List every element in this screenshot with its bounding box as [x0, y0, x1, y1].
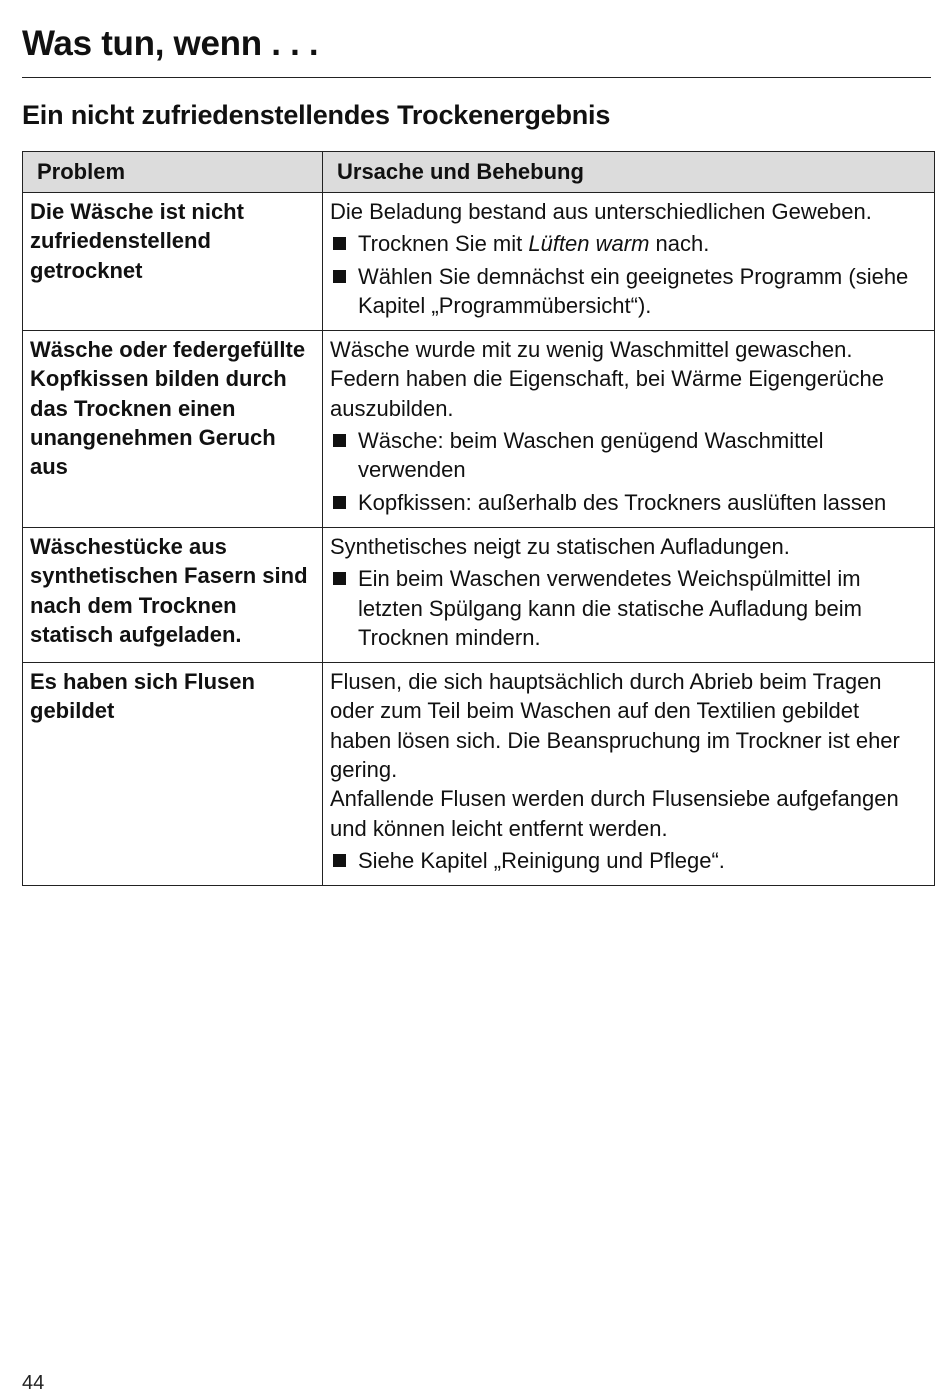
- problem-cell: Die Wäsche ist nicht zufriedenstellend getrocknet: [23, 193, 323, 331]
- page-number: 44: [22, 1372, 45, 1394]
- cause-text: Synthetisches neigt zu statischen Aufladungen.: [330, 533, 790, 559]
- remedy-list: [330, 426, 926, 517]
- cause-cell: [323, 193, 935, 331]
- square-bullet-icon: [333, 572, 346, 585]
- table-row: [23, 663, 935, 886]
- column-header-cause: Ursache und Behebung: [323, 152, 935, 193]
- cause-text: Flusen, die sich hauptsächlich durch Abrieb beim Tragen oder zum Teil beim Waschen auf den Textilien gebildet haben lösen sich. Die Beanspruchung im Trockner ist eher gering.: [330, 669, 900, 783]
- cause-text: Wäsche wurde mit zu wenig Waschmittel gewaschen. Federn haben die Eigenschaft, bei Wärme Eigengerüche auszubilden.: [330, 337, 885, 421]
- section-title: Ein nicht zufriedenstellendes Trockenergebnis: [22, 100, 611, 130]
- table-row: [23, 527, 935, 662]
- remedy-list: [330, 564, 926, 652]
- cause-cell: [323, 331, 935, 528]
- remedy-list: [330, 229, 926, 320]
- remedy-item: Wählen Sie demnächst ein geeignetes Programm (siehe Kapitel „Programmübersicht“).: [330, 262, 926, 321]
- square-bullet-icon: [333, 237, 346, 250]
- cause-cell: [323, 663, 935, 886]
- remedy-list: [330, 846, 926, 875]
- remedy-item: Trocknen Sie mit Lüften warm nach.: [330, 229, 926, 258]
- program-name: Lüften warm: [528, 231, 650, 257]
- square-bullet-icon: [333, 854, 346, 867]
- square-bullet-icon: [333, 270, 346, 283]
- problem-cell: Wäschestücke aus synthetischen Fasern sind nach dem Trocknen statisch aufgeladen.: [23, 527, 323, 662]
- column-header-problem: Problem: [23, 152, 323, 193]
- cause-text: Die Beladung bestand aus unterschiedlichen Geweben.: [330, 199, 872, 224]
- remedy-item: Ein beim Waschen verwendetes Weichspülmittel im letzten Spülgang kann die statische Aufladung beim Trocknen mindern.: [330, 564, 926, 652]
- square-bullet-icon: [333, 434, 346, 447]
- remedy-item: Kopfkissen: außerhalb des Trockners auslüften lassen: [330, 488, 926, 517]
- table-header-row: [23, 152, 935, 193]
- cause-cell: [323, 527, 935, 662]
- table-row: [23, 193, 935, 331]
- page-title: Was tun, wenn . . .: [22, 24, 319, 63]
- title-divider: [22, 77, 931, 78]
- table-row: [23, 331, 935, 528]
- troubleshooting-table: [22, 151, 935, 886]
- problem-cell: Wäsche oder federgefüllte Kopfkissen bilden durch das Trocknen einen unangenehmen Geruch aus: [23, 331, 323, 528]
- problem-cell: Es haben sich Flusen gebildet: [23, 663, 323, 886]
- remedy-item: Wäsche: beim Waschen genügend Waschmittel verwenden: [330, 426, 926, 485]
- remedy-item: Siehe Kapitel „Reinigung und Pflege“.: [330, 846, 926, 875]
- square-bullet-icon: [333, 496, 346, 509]
- cause-text-continued: Anfallende Flusen werden durch Flusensiebe aufgefangen und können leicht entfernt werden.: [330, 786, 899, 841]
